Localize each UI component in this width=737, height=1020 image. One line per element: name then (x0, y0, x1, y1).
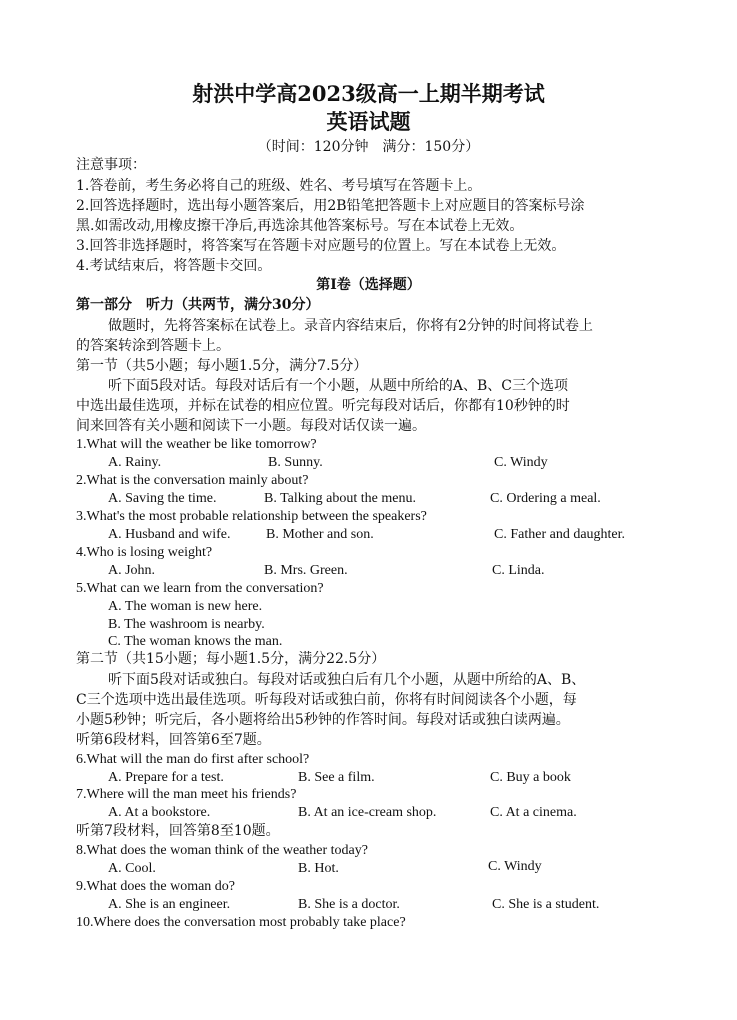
material-6-heading: 听第6段材料，回答第6至7题。 (76, 732, 271, 748)
option-8a: A. Cool. (108, 861, 156, 876)
option-7c: C. At a cinema. (490, 805, 577, 820)
section2-heading: 第二节（共15小题；每小题1.5分，满分22.5分） (76, 651, 386, 667)
question-9: 9.What does the woman do? (76, 879, 236, 894)
option-2c: C. Ordering a meal. (490, 491, 601, 506)
question-1: 1.What will the weather be like tomorrow? (76, 437, 317, 452)
option-5b: B. The washroom is nearby. (108, 617, 265, 632)
question-4: 4.Who is losing weight? (76, 545, 213, 560)
question-6: 6.What will the man do first after school? (76, 752, 310, 767)
notice-line-3: 3.回答非选择题时，将答案写在答题卡对应题号的位置上。写在本试卷上无效。 (76, 238, 566, 254)
question-10: 10.Where does the conversation most probably take place? (76, 915, 406, 930)
option-8c: C. Windy (488, 859, 542, 874)
option-4b: B. Mrs. Green. (264, 563, 348, 578)
option-9a: A. She is an engineer. (108, 897, 231, 912)
notice-line-2a: 2.回答选择题时，选出每小题答案后，用2B铅笔把答题卡上对应题目的答案标号涂 (76, 198, 585, 214)
option-1b: B. Sunny. (268, 455, 323, 470)
option-8b: B. Hot. (298, 861, 339, 876)
option-1c: C. Windy (494, 455, 548, 470)
option-4a: A. John. (108, 563, 156, 578)
material-7-heading: 听第7段材料，回答第8至10题。 (76, 823, 280, 839)
subject-title: 英语试题 (326, 109, 411, 134)
question-3: 3.What's the most probable relationship between the speakers? (76, 509, 427, 524)
option-2a: A. Saving the time. (108, 491, 217, 506)
option-6c: C. Buy a book (490, 770, 571, 785)
question-8: 8.What does the woman think of the weather today? (76, 843, 368, 858)
section2-instruction-c: 小题5秒钟；听完后，各小题将给出5秒钟的作答时间。每段对话或独白读两遍。 (76, 712, 570, 728)
option-7b: B. At an ice-cream shop. (298, 805, 437, 820)
part1-instruction-a: 做题时，先将答案标在试卷上。录音内容结束后，你将有2分钟的时间将试卷上 (108, 318, 593, 334)
option-3b: B. Mother and son. (266, 527, 374, 542)
option-3a: A. Husband and wife. (108, 527, 231, 542)
option-9b: B. She is a doctor. (298, 897, 400, 912)
section2-instruction-a: 听下面5段对话或独白。每段对话或独白后有几个小题，从题中所给的A、B、 (108, 672, 586, 688)
question-5: 5.What can we learn from the conversation? (76, 581, 324, 596)
notice-line-1: 1.答卷前，考生务必将自己的班级、姓名、考号填写在答题卡上。 (76, 178, 482, 194)
section1-heading: 第一节（共5小题；每小题1.5分，满分7.5分） (76, 358, 368, 374)
section1-instruction-c: 间来回答有关小题和阅读下一小题。每段对话仅读一遍。 (76, 418, 426, 434)
option-5c: C. The woman knows the man. (108, 634, 283, 649)
option-2b: B. Talking about the menu. (264, 491, 416, 506)
option-1a: A. Rainy. (108, 455, 162, 470)
exam-title: 射洪中学高2023级高一上期半期考试 (192, 81, 545, 106)
section1-instruction-a: 听下面5段对话。每段对话后有一个小题，从题中所给的A、B、C三个选项 (108, 378, 569, 394)
option-9c: C. She is a student. (492, 897, 600, 912)
question-7: 7.Where will the man meet his friends? (76, 787, 297, 802)
notice-heading: 注意事项： (76, 157, 146, 173)
time-score-info: （时间：120分钟 满分：150分） (257, 139, 480, 155)
notice-line-2b: 黑.如需改动,用橡皮擦干净后,再选涂其他答案标号。写在本试卷上无效。 (76, 218, 524, 234)
question-2: 2.What is the conversation mainly about? (76, 473, 309, 488)
part1-heading: 第一部分 听力（共两节，满分30分） (76, 297, 320, 313)
option-3c: C. Father and daughter. (494, 527, 626, 542)
option-6b: B. See a film. (298, 770, 375, 785)
option-4c: C. Linda. (492, 563, 545, 578)
option-6a: A. Prepare for a test. (108, 770, 224, 785)
option-5a: A. The woman is new here. (108, 599, 263, 614)
section2-instruction-b: C三个选项中选出最佳选项。听每段对话或独白前，你将有时间阅读各个小题，每 (76, 692, 577, 708)
option-7a: A. At a bookstore. (108, 805, 211, 820)
section1-instruction-b: 中选出最佳选项，并标在试卷的相应位置。听完每段对话后，你都有10秒钟的时 (76, 398, 570, 414)
notice-line-4: 4.考试结束后，将答题卡交回。 (76, 258, 272, 274)
volume-heading: 第Ⅰ卷（选择题） (316, 277, 421, 293)
part1-instruction-b: 的答案转涂到答题卡上。 (76, 338, 230, 354)
